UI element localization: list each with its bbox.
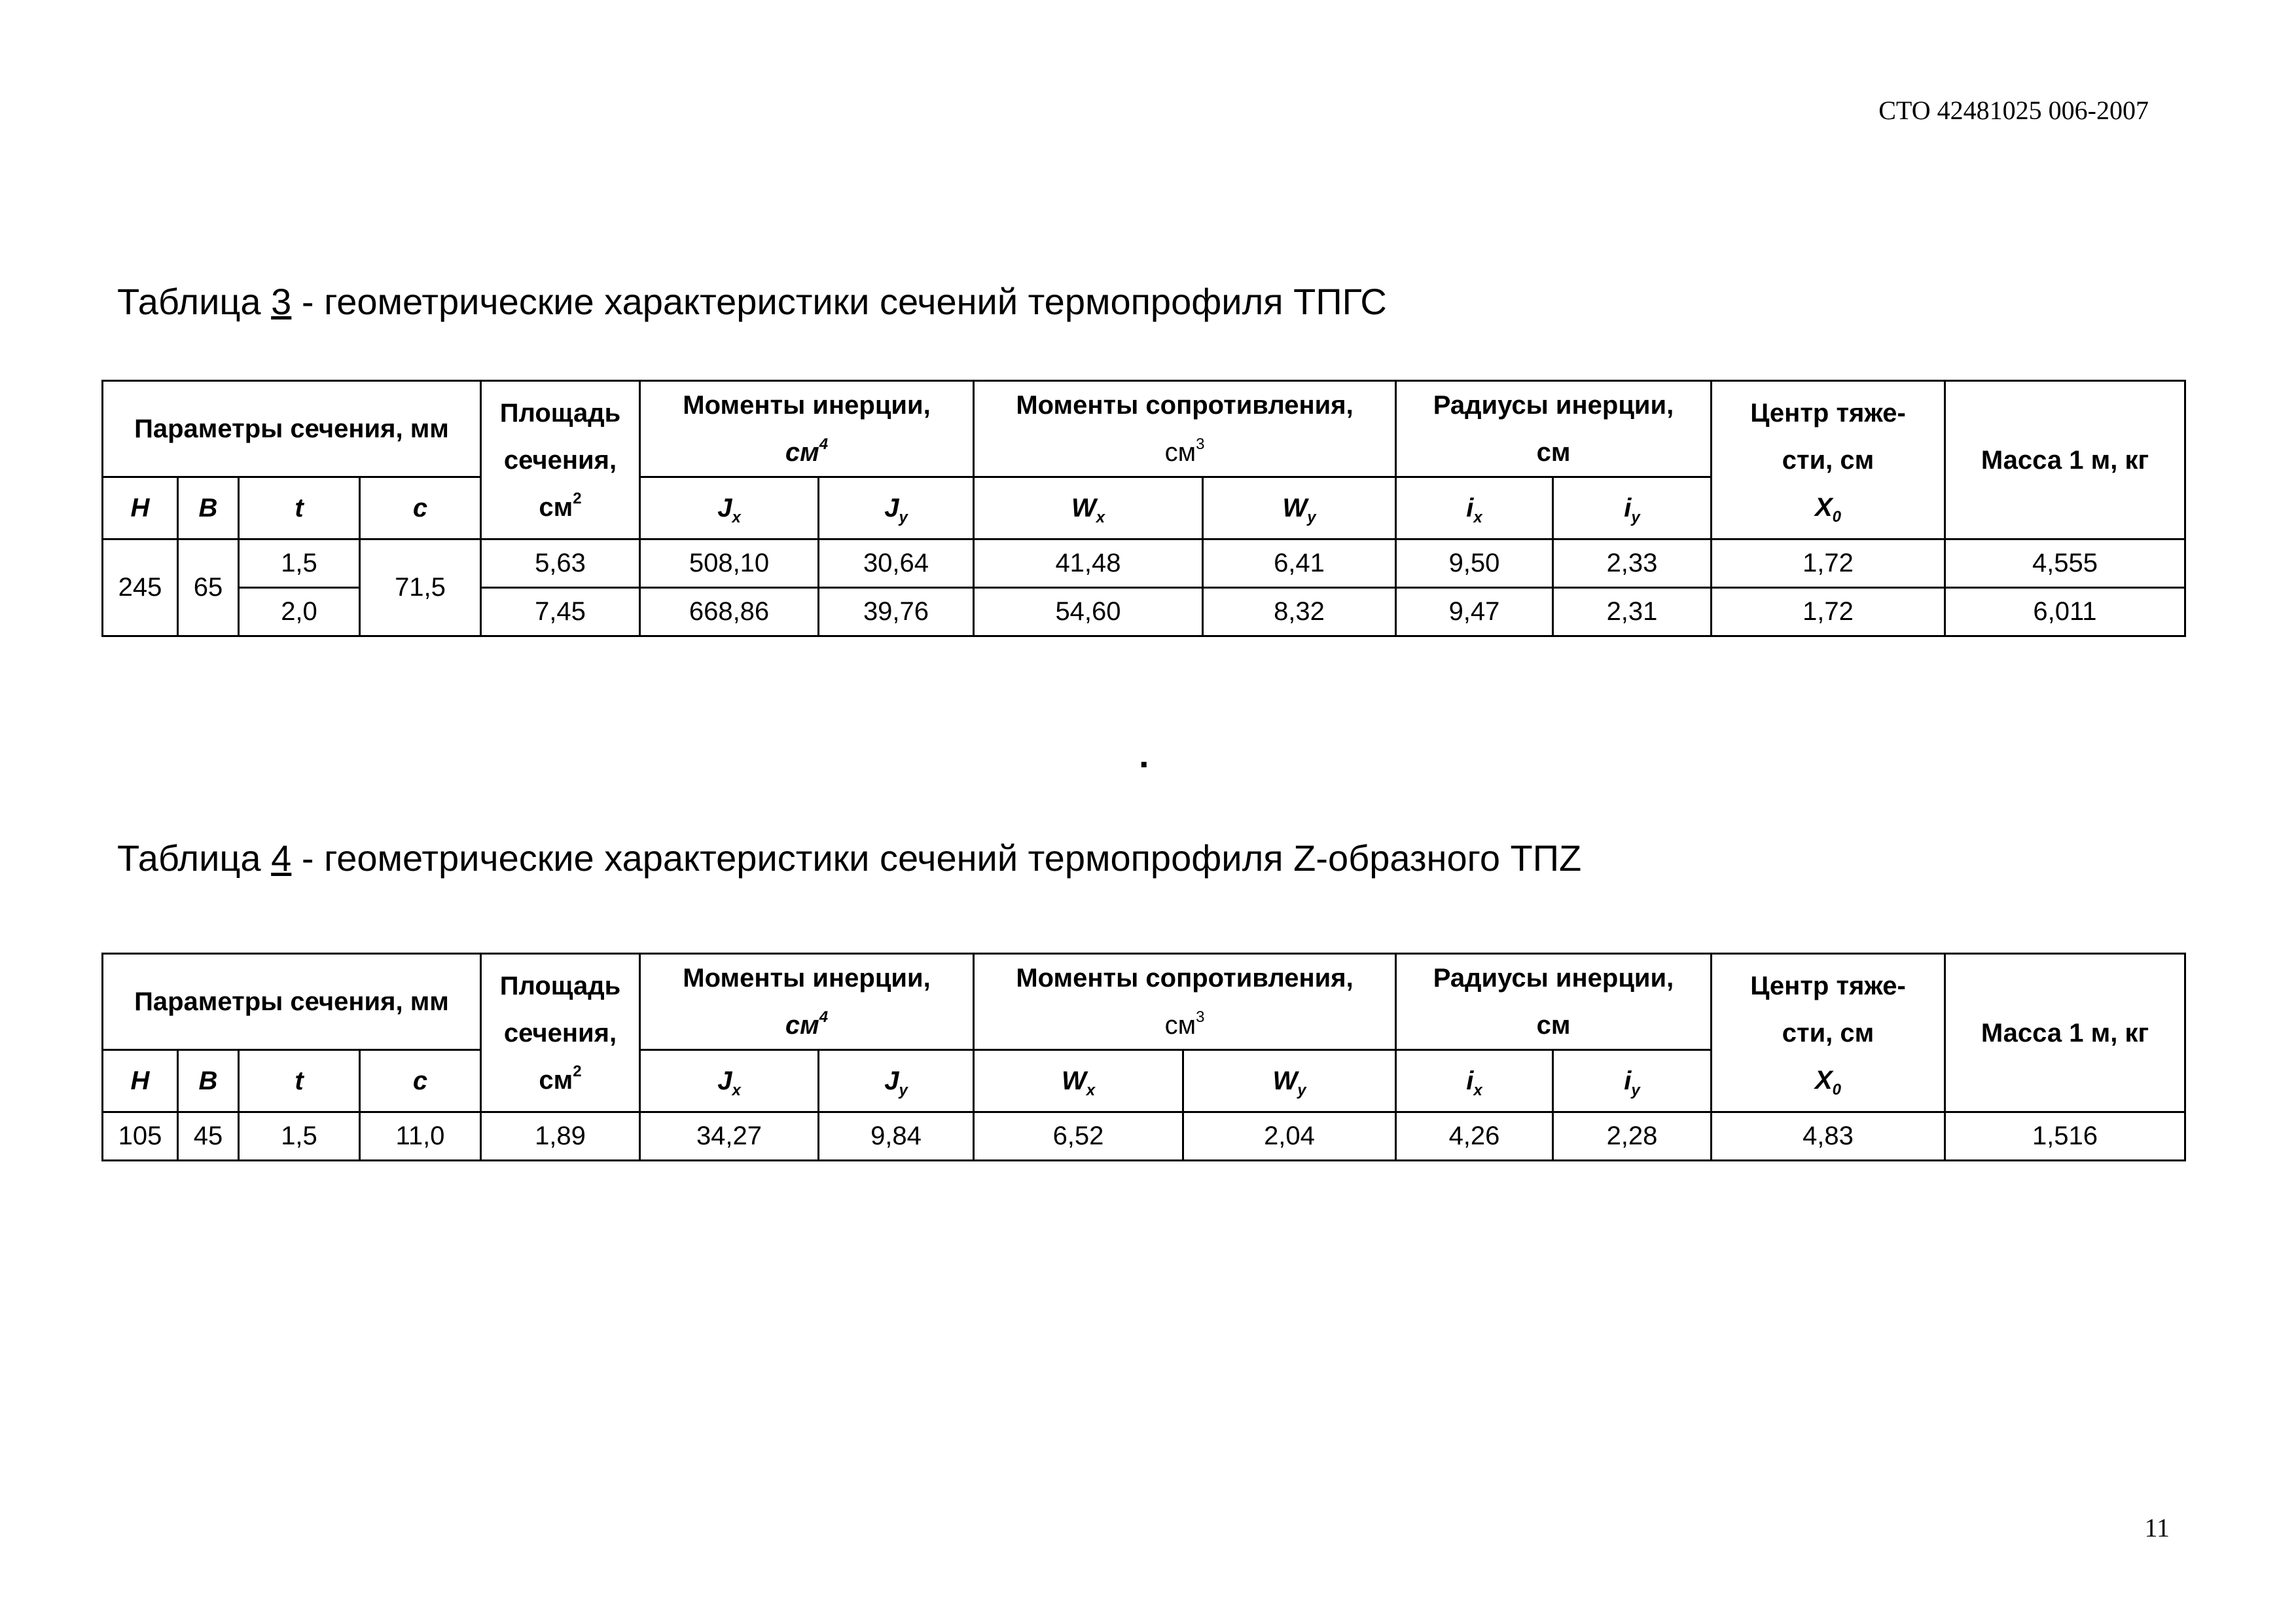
col-t: t (239, 477, 360, 539)
center-header-line-1: Центр тяже- (1750, 398, 1906, 428)
cell-mass: 6,011 (1945, 588, 2185, 636)
cell-Wx: 6,52 (974, 1112, 1183, 1161)
col-Wy: $W_y$ (1183, 1050, 1396, 1112)
radius-header (1396, 954, 1712, 1050)
resistance-header-unit: $см^3$ (1164, 435, 1205, 467)
inertia-header-label: Моменты инерции, (683, 964, 931, 993)
table-4 (101, 953, 2186, 1161)
cell-t: 2,0 (239, 588, 360, 636)
header-row (103, 381, 2185, 477)
caption-text: - геометрические характеристики сечений термопрофиля Z-образного ТПZ (291, 837, 1582, 879)
cell-area: 5,63 (481, 539, 640, 588)
resistance-header (974, 381, 1396, 477)
cell-X0: 4,83 (1712, 1112, 1945, 1161)
table-3 (101, 380, 2186, 637)
cell-area: 1,89 (481, 1112, 640, 1161)
area-header-line-1: Площадь (499, 398, 621, 428)
cell-X0: 1,72 (1712, 588, 1945, 636)
cell-Jy: 39,76 (819, 588, 974, 636)
col-Wx: $W_x$ (974, 477, 1203, 539)
col-Wx: $W_x$ (974, 1050, 1183, 1112)
resistance-header-label: Моменты сопротивления, (1016, 391, 1354, 420)
radius-header-unit: см (1536, 1011, 1571, 1040)
mass-header-label: Масса 1 м, кг (1981, 1018, 2149, 1048)
col-t: t (239, 1050, 360, 1112)
col-B: B (178, 477, 239, 539)
area-header-line-2: сечения, (503, 445, 617, 475)
params-header-label: Параметры сечения, мм (134, 987, 449, 1016)
separator-dot: . (1139, 734, 1149, 775)
cell-t: 1,5 (239, 1112, 360, 1161)
cell-iy: 2,31 (1553, 588, 1712, 636)
cell-Jx: 34,27 (640, 1112, 819, 1161)
cell-B: 65 (178, 539, 239, 636)
cell-H: 245 (103, 539, 178, 636)
caption-text: - геометрические характеристики сечений термопрофиля ТПГС (291, 281, 1387, 322)
caption-number: 3 (271, 281, 292, 322)
col-ix: $i_x$ (1396, 1050, 1553, 1112)
col-Jx: $J_x$ (640, 1050, 819, 1112)
center-header-line-1: Центр тяже- (1750, 971, 1906, 1000)
inertia-header-unit: $см^4$ (785, 435, 829, 467)
cell-ix: 9,47 (1396, 588, 1553, 636)
mass-header (1945, 954, 2185, 1112)
inertia-header-unit: $см^4$ (785, 1008, 829, 1040)
resistance-header-unit: $см^3$ (1164, 1008, 1205, 1040)
cell-X0: 1,72 (1712, 539, 1945, 588)
inertia-header (640, 954, 974, 1050)
resistance-header (974, 954, 1396, 1050)
cell-c: 71,5 (360, 539, 481, 636)
inertia-header-label: Моменты инерции, (683, 391, 931, 420)
cell-H: 105 (103, 1112, 178, 1161)
mass-header-label: Масса 1 м, кг (1981, 445, 2149, 475)
col-Wy: $W_y$ (1203, 477, 1396, 539)
cell-Jx: 508,10 (640, 539, 819, 588)
cell-Jx: 668,86 (640, 588, 819, 636)
cell-Jy: 9,84 (819, 1112, 974, 1161)
area-header (481, 381, 640, 539)
cell-Wx: 41,48 (974, 539, 1203, 588)
center-header (1712, 381, 1945, 539)
cell-c: 11,0 (360, 1112, 481, 1161)
cell-iy: 2,33 (1553, 539, 1712, 588)
cell-ix: 4,26 (1396, 1112, 1553, 1161)
area-header (481, 954, 640, 1112)
cell-mass: 1,516 (1945, 1112, 2185, 1161)
col-B: B (178, 1050, 239, 1112)
mass-header (1945, 381, 2185, 539)
cell-iy: 2,28 (1553, 1112, 1712, 1161)
center-header (1712, 954, 1945, 1112)
inertia-header (640, 381, 974, 477)
center-header-symbol: $X_0$ (1814, 492, 1842, 526)
cell-Wy: 6,41 (1203, 539, 1396, 588)
col-H: H (103, 1050, 178, 1112)
col-Jy: $J_y$ (819, 477, 974, 539)
resistance-header-label: Моменты сопротивления, (1016, 964, 1354, 993)
col-H: H (103, 477, 178, 539)
center-header-symbol: $X_0$ (1814, 1065, 1842, 1099)
params-header (103, 381, 481, 477)
col-c: c (360, 477, 481, 539)
params-header-label: Параметры сечения, мм (134, 414, 449, 443)
cell-mass: 4,555 (1945, 539, 2185, 588)
table-row (103, 1112, 2185, 1161)
area-header-line-1: Площадь (499, 971, 621, 1000)
caption-number: 4 (271, 837, 292, 879)
table-3-caption (117, 280, 1387, 323)
table-row (103, 539, 2185, 588)
page-number: 11 (2144, 1513, 2170, 1542)
area-header-unit: $см^2$ (539, 490, 582, 522)
radius-header-unit: см (1536, 438, 1571, 467)
cell-Wx: 54,60 (974, 588, 1203, 636)
cell-Wy: 2,04 (1183, 1112, 1396, 1161)
radius-header-label: Радиусы инерции, (1433, 391, 1674, 420)
document-code: СТО 42481025 006-2007 (1878, 96, 2149, 125)
cell-ix: 9,50 (1396, 539, 1553, 588)
col-iy: $i_y$ (1553, 477, 1712, 539)
radius-header-label: Радиусы инерции, (1433, 964, 1674, 993)
cell-Jy: 30,64 (819, 539, 974, 588)
col-ix: $i_x$ (1396, 477, 1553, 539)
center-header-line-2: сти, см (1782, 1018, 1874, 1048)
area-header-unit: $см^2$ (539, 1063, 582, 1095)
area-header-line-2: сечения, (503, 1018, 617, 1048)
col-c: c (360, 1050, 481, 1112)
params-header (103, 954, 481, 1050)
caption-prefix: Таблица (117, 281, 272, 322)
cell-area: 7,45 (481, 588, 640, 636)
caption-prefix: Таблица (117, 837, 272, 879)
cell-t: 1,5 (239, 539, 360, 588)
cell-Wy: 8,32 (1203, 588, 1396, 636)
header-row (103, 954, 2185, 1050)
table-4-caption (117, 837, 1581, 879)
col-iy: $i_y$ (1553, 1050, 1712, 1112)
col-Jy: $J_y$ (819, 1050, 974, 1112)
col-Jx: $J_x$ (640, 477, 819, 539)
radius-header (1396, 381, 1712, 477)
cell-B: 45 (178, 1112, 239, 1161)
center-header-line-2: сти, см (1782, 445, 1874, 475)
